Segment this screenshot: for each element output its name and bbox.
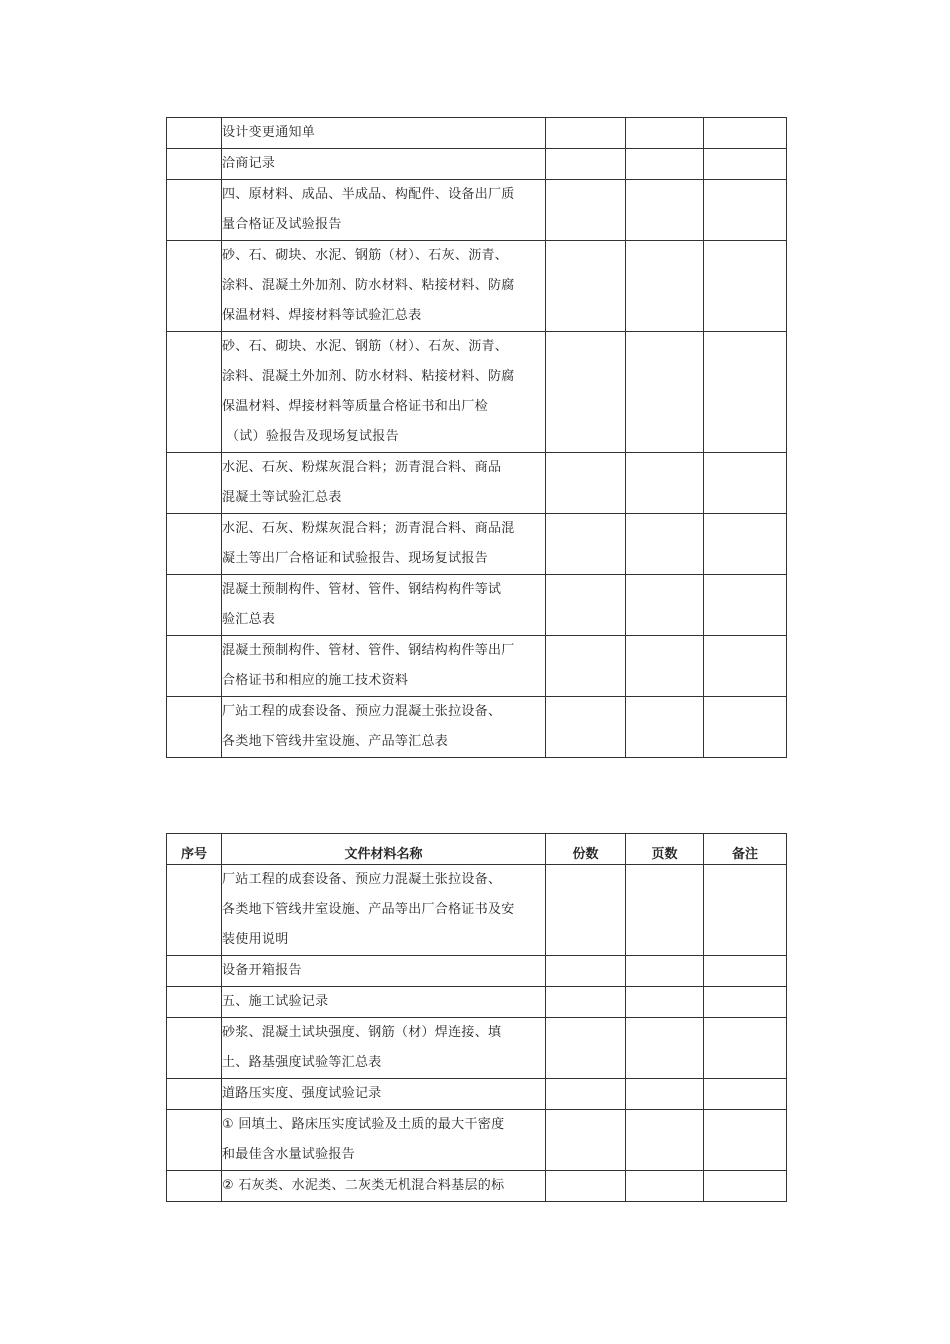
document-name-line: 保温材料、焊接材料等质量合格证书和出厂检 bbox=[222, 399, 489, 414]
table-row bbox=[167, 241, 787, 332]
document-name-cell bbox=[222, 865, 546, 956]
pages-cell bbox=[626, 697, 704, 758]
document-name-cell bbox=[222, 241, 546, 332]
copies-cell bbox=[546, 241, 626, 332]
copies-cell bbox=[546, 697, 626, 758]
document-name-line: 混凝土等试验汇总表 bbox=[222, 490, 342, 505]
copies-cell bbox=[546, 636, 626, 697]
document-name-line: 合格证书和相应的施工技术资料 bbox=[222, 673, 409, 688]
table-row bbox=[167, 453, 787, 514]
document-name-cell bbox=[222, 956, 546, 987]
copies-cell bbox=[546, 180, 626, 241]
document-name-line: 各类地下管线井室设施、产品等出厂合格证书及安 bbox=[222, 902, 515, 917]
document-name-line: 装使用说明 bbox=[222, 932, 289, 947]
remarks-cell bbox=[704, 332, 787, 453]
seq-cell bbox=[167, 180, 222, 241]
document-name-cell bbox=[222, 636, 546, 697]
seq-cell bbox=[167, 1171, 222, 1202]
document-name-line: 涂料、混凝土外加剂、防水材料、粘接材料、防腐 bbox=[222, 278, 515, 293]
document-name-line: 水泥、石灰、粉煤灰混合料；沥青混合料、商品混 bbox=[222, 521, 515, 536]
document-name-cell bbox=[222, 1018, 546, 1079]
pages-cell bbox=[626, 636, 704, 697]
seq-cell bbox=[167, 149, 222, 180]
copies-cell bbox=[546, 118, 626, 149]
document-name-cell bbox=[222, 1110, 546, 1171]
copies-cell bbox=[546, 575, 626, 636]
seq-cell bbox=[167, 636, 222, 697]
table-row bbox=[167, 149, 787, 180]
document-name-line: 道路压实度、强度试验记录 bbox=[222, 1086, 382, 1101]
document-name-line: 洽商记录 bbox=[222, 156, 276, 171]
pages-cell bbox=[626, 180, 704, 241]
document-name-cell bbox=[222, 118, 546, 149]
seq-cell bbox=[167, 1079, 222, 1110]
document-name-line: （试）验报告及现场复试报告 bbox=[226, 429, 399, 444]
document-name-line: 凝土等出厂合格证和试验报告、现场复试报告 bbox=[222, 551, 489, 566]
seq-cell bbox=[167, 697, 222, 758]
remarks-cell bbox=[704, 180, 787, 241]
document-name-cell bbox=[222, 697, 546, 758]
table-row bbox=[167, 697, 787, 758]
document-name-line: 设备开箱报告 bbox=[222, 963, 302, 978]
table-row bbox=[167, 118, 787, 149]
document-name-line: 厂站工程的成套设备、预应力混凝土张拉设备、 bbox=[222, 704, 502, 719]
document-name-line: 厂站工程的成套设备、预应力混凝土张拉设备、 bbox=[222, 872, 502, 887]
remarks-cell bbox=[704, 865, 787, 956]
pages-cell bbox=[626, 118, 704, 149]
remarks-cell bbox=[704, 149, 787, 180]
remarks-cell bbox=[704, 956, 787, 987]
seq-cell bbox=[167, 241, 222, 332]
remarks-cell bbox=[704, 1018, 787, 1079]
table-row bbox=[167, 1171, 787, 1202]
document-name-cell bbox=[222, 514, 546, 575]
remarks-cell bbox=[704, 1171, 787, 1202]
remarks-cell bbox=[704, 575, 787, 636]
table-header-row bbox=[167, 834, 787, 865]
header-remarks: 备注 bbox=[704, 834, 787, 865]
copies-cell bbox=[546, 987, 626, 1018]
document-name-line: 五、施工试验记录 bbox=[222, 994, 329, 1009]
document-name-line: 砂浆、混凝土试块强度、钢筋（材）焊连接、填 bbox=[222, 1025, 502, 1040]
document-name-cell bbox=[222, 1079, 546, 1110]
document-name-line: ① 回填土、路床压实度试验及土质的最大干密度 bbox=[222, 1117, 505, 1132]
seq-cell bbox=[167, 514, 222, 575]
table-row bbox=[167, 1110, 787, 1171]
table-row bbox=[167, 636, 787, 697]
remarks-cell bbox=[704, 241, 787, 332]
document-table-2 bbox=[166, 833, 787, 1202]
pages-cell bbox=[626, 1171, 704, 1202]
remarks-cell bbox=[704, 636, 787, 697]
remarks-cell bbox=[704, 514, 787, 575]
header-copies: 份数 bbox=[546, 834, 626, 865]
pages-cell bbox=[626, 956, 704, 987]
pages-cell bbox=[626, 514, 704, 575]
remarks-cell bbox=[704, 118, 787, 149]
document-name-line: 土、路基强度试验等汇总表 bbox=[222, 1055, 382, 1070]
copies-cell bbox=[546, 956, 626, 987]
copies-cell bbox=[546, 1079, 626, 1110]
seq-cell bbox=[167, 575, 222, 636]
document-name-line: 混凝土预制构件、管材、管件、钢结构构件等出厂 bbox=[222, 643, 515, 658]
document-name-line: 量合格证及试验报告 bbox=[222, 217, 342, 232]
document-name-line: 保温材料、焊接材料等试验汇总表 bbox=[222, 308, 422, 323]
copies-cell bbox=[546, 865, 626, 956]
remarks-cell bbox=[704, 1110, 787, 1171]
table-row bbox=[167, 1018, 787, 1079]
table-row bbox=[167, 180, 787, 241]
copies-cell bbox=[546, 149, 626, 180]
copies-cell bbox=[546, 514, 626, 575]
seq-cell bbox=[167, 118, 222, 149]
pages-cell bbox=[626, 453, 704, 514]
remarks-cell bbox=[704, 1079, 787, 1110]
pages-cell bbox=[626, 865, 704, 956]
copies-cell bbox=[546, 1171, 626, 1202]
table-row bbox=[167, 987, 787, 1018]
seq-cell bbox=[167, 987, 222, 1018]
document-name-line: 砂、石、砌块、水泥、钢筋（材）、石灰、沥青、 bbox=[222, 339, 509, 354]
pages-cell bbox=[626, 241, 704, 332]
remarks-cell bbox=[704, 697, 787, 758]
pages-cell bbox=[626, 1018, 704, 1079]
document-name-cell bbox=[222, 987, 546, 1018]
document-name-line: 验汇总表 bbox=[222, 612, 276, 627]
table-row bbox=[167, 514, 787, 575]
copies-cell bbox=[546, 1110, 626, 1171]
document-name-line: 四、原材料、成品、半成品、构配件、设备出厂质 bbox=[222, 187, 515, 202]
seq-cell bbox=[167, 865, 222, 956]
seq-cell bbox=[167, 332, 222, 453]
table-2-body bbox=[167, 865, 787, 1202]
document-name-line: ② 石灰类、水泥类、二灰类无机混合料基层的标 bbox=[222, 1178, 505, 1193]
pages-cell bbox=[626, 575, 704, 636]
document-name-line: 各类地下管线井室设施、产品等汇总表 bbox=[222, 734, 449, 749]
remarks-cell bbox=[704, 453, 787, 514]
header-name: 文件材料名称 bbox=[222, 834, 546, 865]
remarks-cell bbox=[704, 987, 787, 1018]
copies-cell bbox=[546, 1018, 626, 1079]
copies-cell bbox=[546, 453, 626, 514]
pages-cell bbox=[626, 332, 704, 453]
table-row bbox=[167, 956, 787, 987]
document-name-cell bbox=[222, 332, 546, 453]
document-table-1 bbox=[166, 117, 787, 758]
document-name-line: 设计变更通知单 bbox=[222, 125, 316, 140]
document-name-cell bbox=[222, 1171, 546, 1202]
pages-cell bbox=[626, 1110, 704, 1171]
pages-cell bbox=[626, 149, 704, 180]
table-1-body bbox=[167, 118, 787, 758]
seq-cell bbox=[167, 1018, 222, 1079]
document-name-line: 和最佳含水量试验报告 bbox=[222, 1147, 356, 1162]
seq-cell bbox=[167, 1110, 222, 1171]
table-row bbox=[167, 865, 787, 956]
seq-cell bbox=[167, 956, 222, 987]
header-seq: 序号 bbox=[167, 834, 222, 865]
table-row bbox=[167, 332, 787, 453]
table-row bbox=[167, 1079, 787, 1110]
document-name-line: 砂、石、砌块、水泥、钢筋（材）、石灰、沥青、 bbox=[222, 248, 509, 263]
document-name-cell bbox=[222, 180, 546, 241]
document-name-line: 涂料、混凝土外加剂、防水材料、粘接材料、防腐 bbox=[222, 369, 515, 384]
document-name-cell bbox=[222, 453, 546, 514]
copies-cell bbox=[546, 332, 626, 453]
document-name-cell bbox=[222, 149, 546, 180]
seq-cell bbox=[167, 453, 222, 514]
header-pages: 页数 bbox=[626, 834, 704, 865]
document-name-cell bbox=[222, 575, 546, 636]
pages-cell bbox=[626, 1079, 704, 1110]
document-name-line: 水泥、石灰、粉煤灰混合料；沥青混合料、商品 bbox=[222, 460, 502, 475]
table-row bbox=[167, 575, 787, 636]
pages-cell bbox=[626, 987, 704, 1018]
document-name-line: 混凝土预制构件、管材、管件、钢结构构件等试 bbox=[222, 582, 502, 597]
